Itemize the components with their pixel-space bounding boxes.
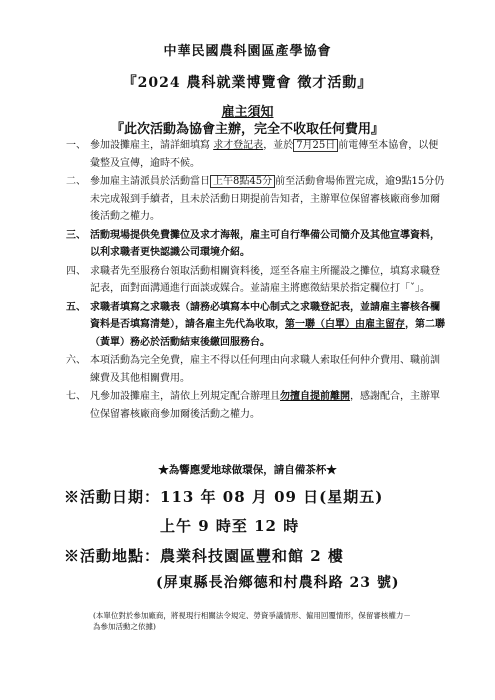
item-text-part: 凡參加設攤雇主，請依上列規定配合辦理且 [90,391,280,402]
item-text [90,173,446,226]
notice-title-text: 雇主須知 [221,105,274,120]
list-item [66,173,446,226]
item-text: 求職者先至服務台領取活動相關資料後，逕至各雇主所擺設之攤位，填寫求職登記表，面對面溝通進行面談或媒合。並請雇主將應徵結果於指定欄位打「ˇ」。 [90,265,440,294]
notice-list [66,137,446,424]
item-number: 三、 [66,229,86,241]
event-title: 『2024 農科就業博覽會 徵才活動』 [122,75,373,91]
item-text-part: ，感謝配合，主辦單位保留審核廠商參加爾後活動之權力。 [90,391,440,420]
item-text-part: 參加設攤雇主，請詳細填寫 [90,140,214,151]
item-text-part: 前電傳至本協會，以便彙整及宣傳，逾時不候。 [90,140,439,169]
item-text-part: 求職者填寫之求職表（請務必填寫本中心制式之求職登記表，並請雇主審核各欄資料是否填寫清楚），請各雇主先代為收取， [90,301,440,330]
item-text [90,299,446,352]
list-item [66,352,446,387]
list-item [66,137,446,172]
item-text: 活動現場提供免費攤位及求才海報，雇主可自行準備公司簡介及其他宣導資料，以利求職者更快認識公司環境介紹。 [90,229,440,258]
item-number: 一、 [66,140,86,151]
organization-name: 中華民國農科園區產學協會 [163,44,332,59]
item-number: 七、 [66,391,86,402]
slogan: 『此次活動為協會主辦，完全不收取任何費用』 [110,122,384,137]
item-text [90,137,446,172]
event-location: ※活動地點：農業科技園區豐和館 2 樓 [64,547,344,565]
event-date: ※活動日期：113 年 08 月 09 日(星期五) [64,488,384,506]
item-text-part: ，並於 [263,140,294,151]
setup-time: 上午8點45分 [210,175,275,188]
list-item [66,388,446,423]
item-number: 二、 [66,176,86,187]
item-number: 五、 [66,301,86,313]
first-copy-note: 第一聯（白單）由雇主留存 [285,319,405,330]
event-time: 上午 9 時至 12 時 [160,517,300,535]
registration-form-label: 求才登記表 [213,140,264,151]
list-item [66,263,446,298]
item-text: 本項活動為完全免費，雇主不得以任何理由向求職人索取任何仲介費用、職前訓練費及其他相關費用。 [90,355,440,384]
footer-note: (本單位對於參加廠商，將視現行相關法令規定、勞資爭議情形、僱用回覆情形，保留審核權力－為參加活動之依據) [93,611,411,631]
item-number: 六、 [66,355,86,366]
item-text-part: 前至活動會場佈置完成，逾9點15分仍未完成報到手續者，且未於活動日期提前告知者，主辦單位保留審核廠商參加爾後活動之權力。 [90,176,445,222]
item-text [90,388,446,423]
deadline-date: 7月25日 [293,139,338,152]
item-text-part: 參加雇主請派員於活動當日 [90,176,210,187]
no-early-leave-note: 勿擅自提前離開 [280,391,350,402]
list-item [66,299,446,352]
item-number: 四、 [66,265,86,277]
eco-note: ★為響應愛地球做環保，請自備茶杯★ [158,464,337,476]
event-address: (屏東縣長治鄉德和村農科路 23 號) [156,575,400,591]
list-item [66,227,446,262]
item-text-part: ，第二聯（黃單）務必於活動結束後繳回服務台。 [90,319,445,348]
